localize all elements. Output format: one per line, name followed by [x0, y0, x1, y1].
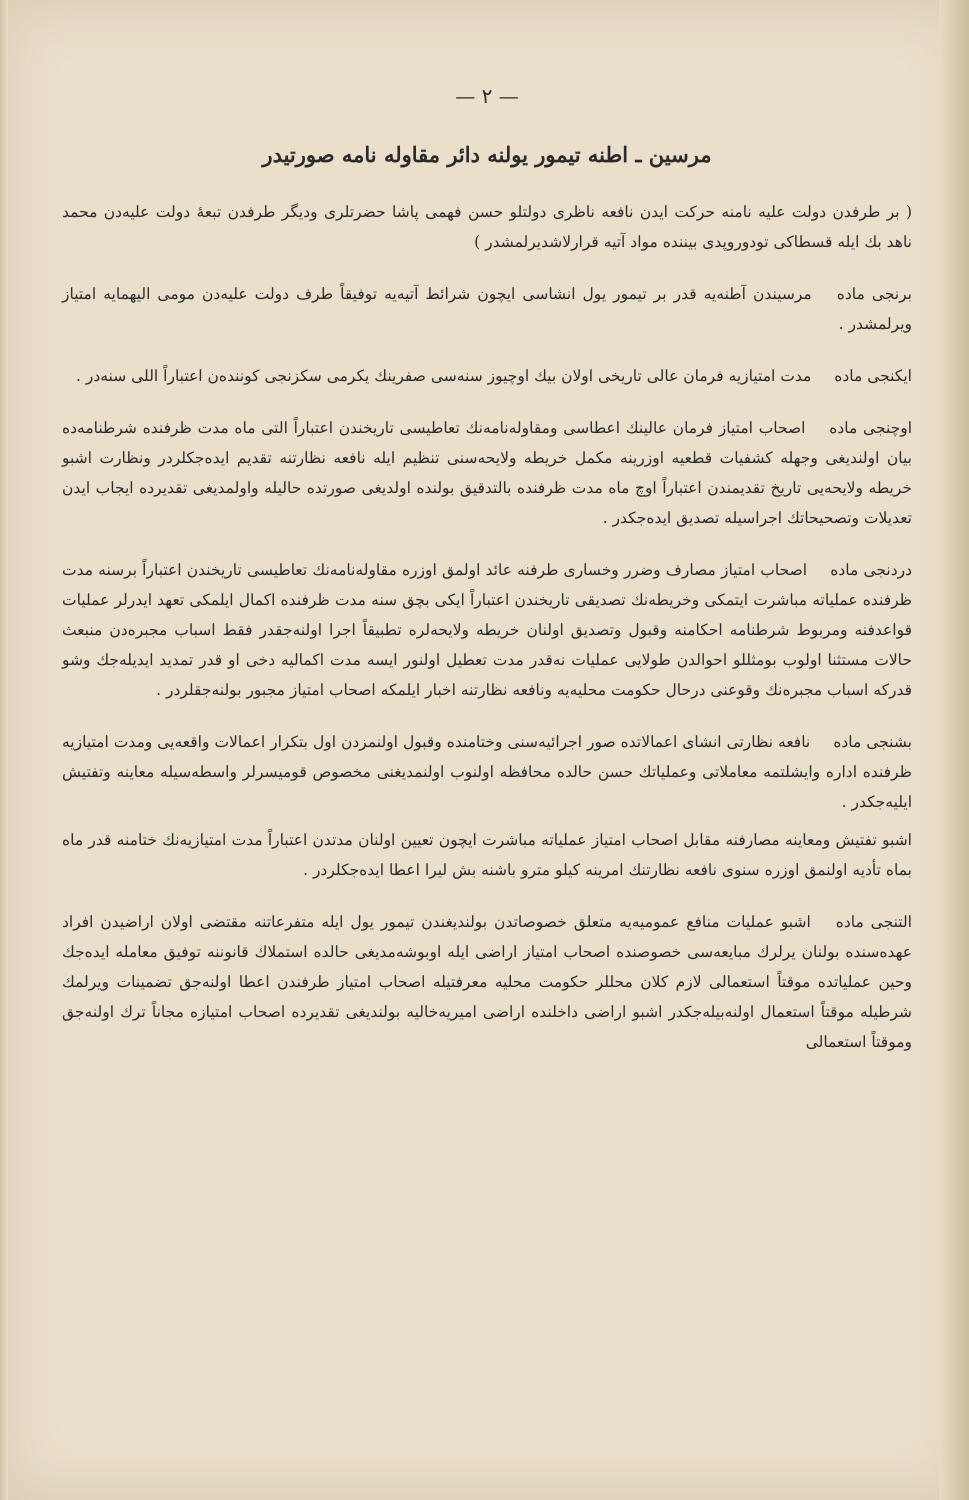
article-2	[62, 361, 912, 391]
article-label: التنجی ماده	[835, 913, 912, 931]
page-content	[62, 84, 912, 1079]
article-text: اشبو عملیات منافع عمومیه‌یه متعلق خصوصاتدن بولندیغندن تیمور یول ایله متفرعاتنه مقتضی اولان اراضیدن افراد عهده‌سنده بولنان یرلرك مبایعه‌سی خصوصنده اصحاب امتیاز اراضی ایله اوبوشه‌مدیغی حالده استملاك قانوننه توفیق معامله ایده‌جك وحین عملیاتده موقتاً استعمالی لازم کلان محللر حکومت محلیه معرفتیله اصحاب امتیاز طرفندن اعطا اولنه‌جق تضمینات ویرلمك شرطیله موقتاً استعمال اولنه‌بیله‌جکدر اشبو اراضی داخلنده اراضی امیریه‌خالیه بولندیغی تقدیرده اصحاب امتیازه مجاناً ترك اولنه‌جق وموقتاً استعمالی	[62, 913, 912, 1051]
article-text: اصحاب امتیاز فرمان عالینك اعطاسی ومقاوله‌نامه‌نك تعاطیسی تاریخندن اعتباراً التی ماه مدت ظرفنده شرطنامه‌ده بیان اولندیغی وجهله کشفیات قطعیه اوزرینه مکمل خریطه ولایحه‌سنی تنظیم ایله نافعه نظارتنه تقدیم ایده‌جکلردر ونظارت اشبو خریطه ولایحه‌یی تاریخ تقدیمندن اعتباراً اوچ ماه مدت ظرفنده بالتدقیق بولنده اولدیغی صورتده حالیله واولمدیغی تقدیرده ایجاب ایدن تعدیلات وتصحیحاتك اجراسیله تصدیق ایده‌جکدر .	[62, 419, 912, 527]
article-label: ایکنجی ماده	[834, 367, 912, 385]
article-label: برنجی ماده	[836, 285, 912, 303]
article-3	[62, 413, 912, 533]
article-1	[62, 279, 912, 339]
article-label: اوچنجی ماده	[829, 419, 913, 437]
article-label: دردنجی ماده	[830, 561, 912, 579]
article-text: مرسیندن آطنه‌یه قدر بر تیمور یول انشاسی ایچون شرائط آتیه‌یه توفیقاً طرف دولت علیه‌دن مومی الیهمایه امتیاز ویرلمشدر .	[62, 285, 912, 333]
article-text: اشبو تفتیش ومعاینه مصارفنه مقابل اصحاب امتیاز عملیاته مباشرت ایچون تعیین اولنان مدتدن اعتباراً مدت امتیازیه‌نك ختامنه قدر ماه بماه تأدیه اولنمق اوزره سنوی نافعه نظارتنك امرینه کیلو مترو باشنه بش لیرا اعطا ایده‌جکلردر .	[62, 831, 912, 879]
article-text: مدت امتیازیه فرمان عالی تاریخی اولان بیك اوچیوز سنه‌سی صفرینك یکرمی سکزنجی کوننده‌ن اعتباراً اللی سنه‌در .	[76, 367, 812, 385]
document-title: مرسین ـ اطنه تیمور یولنه دائر مقاوله نامه صورتیدر	[262, 142, 712, 167]
page-number: — ٢ —	[455, 84, 519, 108]
article-5	[62, 727, 912, 817]
article-6	[62, 907, 912, 1057]
article-text: نافعه نظارتی انشای اعمالاتده صور اجرائیه‌سنی وختامنده وقبول اولنمزدن اول بتکرار اعمالات واقعه‌یی ومدت امتیازیه ظرفنده اداره وایشلتمه معاملاتی وعملیاتك حسن حالده محافظه اولنوب اولنمدیغنی مخصوص قومیسرلر واسطه‌سیله معاینه وتفتیش ایلیه‌جکدر .	[62, 733, 912, 811]
preamble: ( بر طرفدن دولت علیه نامنه حرکت ایدن نافعه ناظری دولتلو حسن فهمی پاشا حضرتلری ودیگر طرفدن تبعهٔ دولت علیه‌دن محمد ناهد بك ایله قسطاکی تودوروپدی بیننده مواد آتیه قرارلاشدیرلمشدر )	[62, 203, 912, 251]
article-label: بشنجی ماده	[833, 733, 912, 751]
article-5-continuation	[62, 825, 912, 885]
page-spine-shadow	[939, 0, 969, 1500]
page-fold-shadow	[0, 0, 8, 1500]
article-text: اصحاب امتیاز مصارف وضرر وخساری طرفنه عائد اولمق اوزره مقاوله‌نامه‌نك تعاطیسی تاریخندن اعتباراً برسنه مدت ظرفنده عملیاته مباشرت ایتمکی وخریطه‌نك تصدیقی تاریخندن اعتباراً ایکی بچق سنه مدت ظرفنده اکمال ایلمکی تعهد ایدرلر عملیات قواعدفنه ومربوط شرطنامه احکامنه وقبول وتصدیق اولنان خریطه ولایحه‌لره تطبیقاً اجرا اولنه‌جقدر فقط اسباب مجبره‌دن منبعث حالات مستثنا اولوب بومثللو احوالدن طولایی عملیات نه‌قدر مدت تعطیل اولنور ایسه مدت اکمالیه دخی او قدر تمدید ایدیله‌جك وشو قدرکه اسباب مجبره‌نك وقوعنی درحال حکومت محلیه‌یه ونافعه نظارتنه اخبار ایلمکه اصحاب امتیاز مجبور بولنه‌جقلردر .	[62, 561, 912, 699]
article-4	[62, 555, 912, 705]
